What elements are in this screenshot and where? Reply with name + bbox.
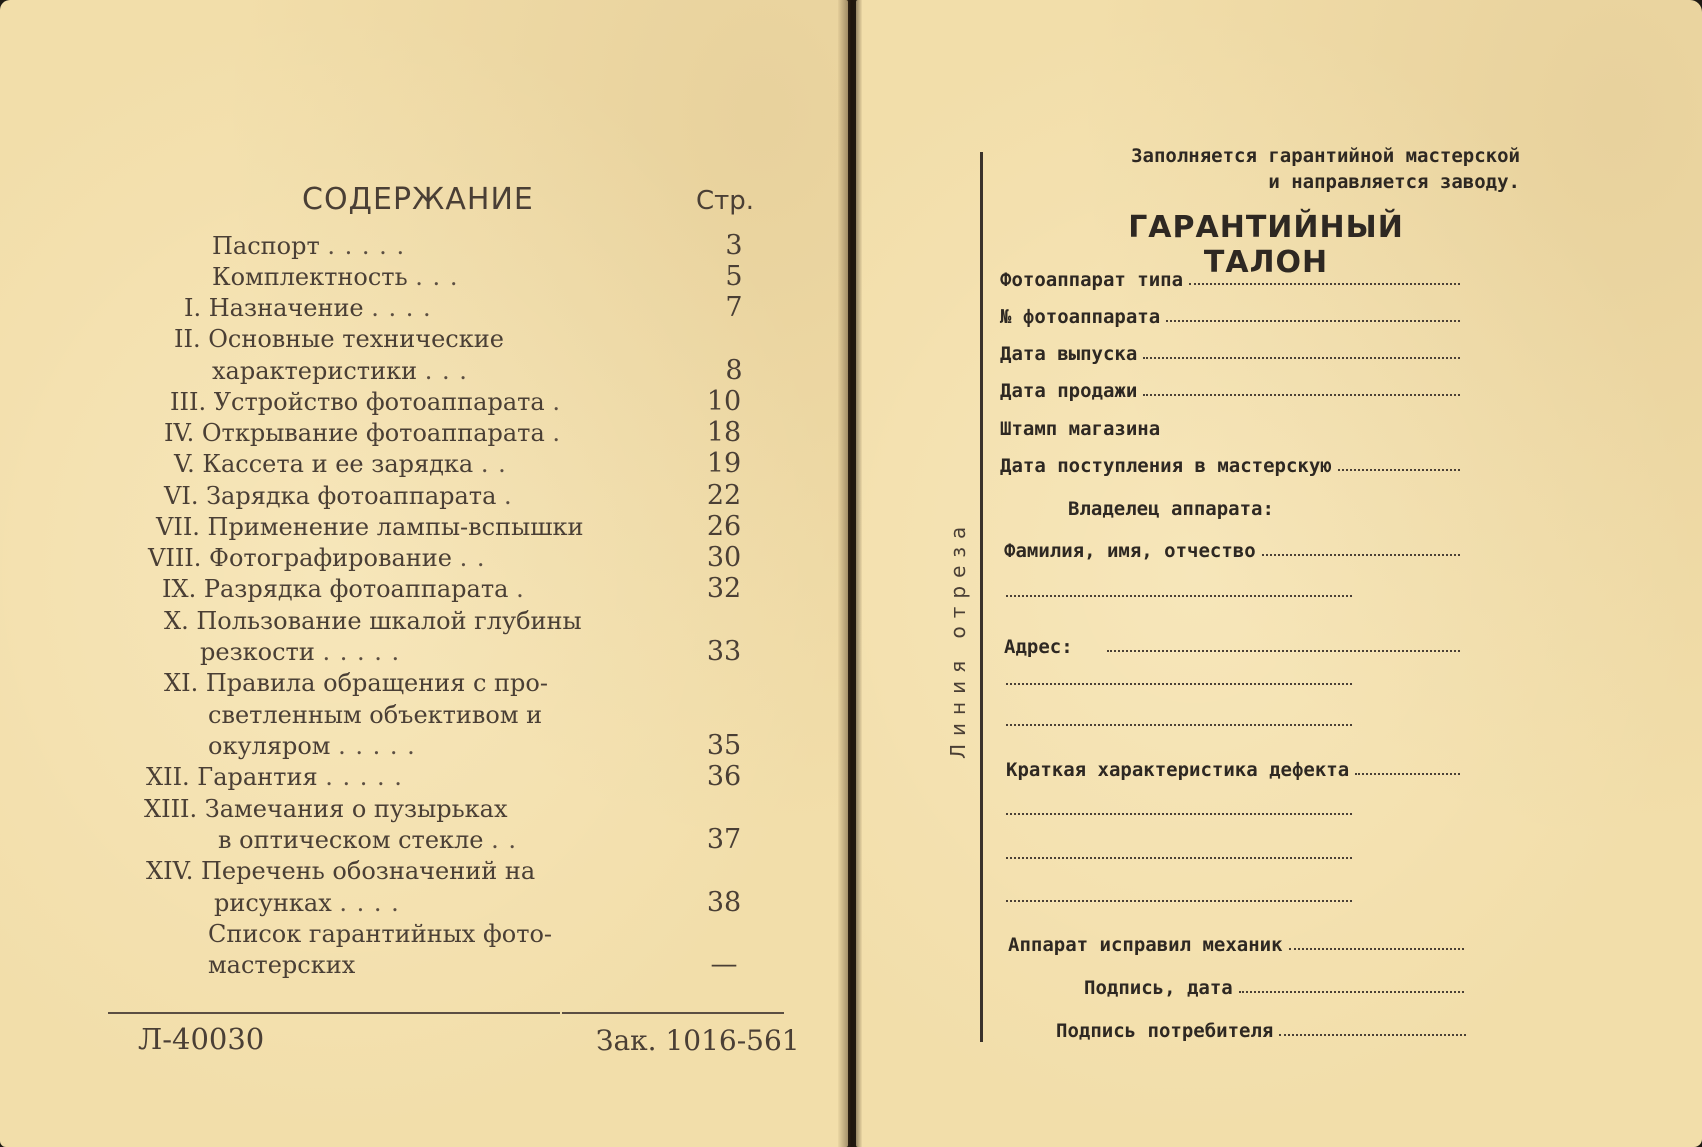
toc-page-number: 32 [706,573,742,604]
signature-date-field [1084,973,1464,999]
full-name-line [1262,554,1460,556]
toc-entry-leader: . . . . [339,889,400,917]
toc-title: СОДЕРЖАНИЕ [302,182,534,217]
camera-type-field [1000,265,1460,291]
toc-entry [156,512,584,542]
toc-entry-text: светленным объективом и [208,701,543,729]
toc-page-number: 8 [725,355,743,386]
address-field [1004,632,1460,658]
toc-entry-text: Паспорт [212,232,320,260]
sale-date-line [1143,394,1460,396]
coupon-note-line-2: и направляется заводу. [1268,171,1520,193]
toc-entry [212,231,405,261]
toc-entry-leader: . . . [415,263,459,291]
toc-entry-leader: . . . [424,357,468,385]
toc-entry [164,668,548,698]
toc-entry-leader: . [504,482,513,510]
sale-date-field [1000,376,1460,402]
toc-entry-text: VIII. Фотографирование [148,544,452,572]
toc-entry [218,825,517,855]
toc-entry-text: рисунках [214,889,332,917]
defect-field [1006,755,1460,781]
sale-date-label: Дата продажи [1000,380,1138,402]
toc-entry [162,574,525,604]
toc-entry [212,262,458,292]
toc-entry [174,449,507,479]
toc-entry-text: I. Назначение [184,294,364,322]
book-gutter [838,0,862,1147]
toc-entry-text: X. Пользование шкалой глубины [164,607,582,635]
release-date-line [1143,357,1460,359]
toc-entry-leader: . . . . . [322,638,401,666]
toc-entry [214,888,400,918]
toc-entry [164,481,513,511]
footer-rule [562,1012,784,1014]
release-date-field [1000,339,1460,365]
repaired-by-line [1289,948,1464,950]
toc-page-number: 19 [706,448,742,479]
toc-entry [146,856,535,886]
toc-entry-text: XIII. Замечания о пузырьках [144,795,508,823]
toc-entry [164,418,561,448]
consumer-signature-line [1279,1034,1466,1036]
toc-entry [174,324,504,354]
toc-entry-text: характеристики [212,357,418,385]
toc-page-number: — [710,949,738,980]
toc-entry-text: V. Кассета и ее зарядка [174,450,474,478]
toc-entry-leader: . [552,419,562,447]
toc-entry [164,606,582,636]
repaired-by-field [1008,930,1464,956]
coupon-title: ГАРАНТИЙНЫЙ ТАЛОН [1128,210,1404,280]
toc-page-number: 36 [706,761,742,792]
signature-date-label: Подпись, дата [1084,977,1233,999]
toc-entry-text: VI. Зарядка фотоаппарата [164,482,497,510]
toc-entry [212,356,468,386]
toc-entry [208,731,416,761]
toc-entry [170,387,561,417]
left-page [0,0,848,1147]
camera-type-label: Фотоаппарат типа [1000,269,1184,291]
toc-entry [200,637,400,667]
full-name-field [1004,536,1460,562]
toc-page-number: 7 [725,292,743,323]
toc-entry-leader: . . [480,450,507,478]
toc-entry-text: III. Устройство фотоаппарата [170,388,545,416]
full-name-label: Фамилия, имя, отчество [1004,540,1256,562]
coupon-note-line-1: Заполняется гарантийной мастерской [1131,145,1520,167]
toc-entry-text: Список гарантийных фото- [208,920,553,948]
toc-entry [146,762,403,792]
address-line [1107,650,1460,652]
toc-entry-leader: . . . . . [327,232,406,260]
release-date-label: Дата выпуска [1000,343,1138,365]
toc-entry-leader: . . . . . [338,732,416,760]
toc-entry [208,700,542,730]
toc-entry-text: II. Основные технические [174,325,504,353]
toc-page-number: 33 [706,636,742,667]
toc-page-header: Стр. [696,186,755,216]
toc-entry-leader: . . [491,826,518,854]
defect-line [1355,773,1460,775]
footer-code: Л-40030 [138,1022,265,1056]
toc-page-number: 3 [725,230,743,261]
address-label: Адрес: [1004,636,1073,658]
toc-entry-text: IV. Открывание фотоаппарата [164,419,545,447]
toc-page-number: 38 [706,887,742,918]
toc-entry-leader: . . [459,544,486,572]
toc-page-number: 5 [725,261,743,292]
toc-entry-text: мастерских [208,951,356,979]
camera-number-label: № фотоаппарата [1000,306,1161,328]
received-date-line [1338,469,1460,471]
camera-type-line [1189,283,1460,285]
address-extra-line [1006,683,1352,685]
cut-line-label: Линия отреза [946,518,970,760]
repaired-by-label: Аппарат исправил механик [1008,934,1283,956]
toc-entry-leader: . [552,388,561,416]
toc-entry-leader: . . . . . [325,763,403,791]
signature-date-line [1239,991,1464,993]
address-extra-line [1006,724,1352,726]
defect-extra-line [1006,813,1352,815]
toc-entry-text: IX. Разрядка фотоаппарата [162,575,509,603]
toc-page-number: 26 [706,511,742,542]
shop-stamp-label: Штамп магазина [1000,418,1161,440]
toc-page-number: 10 [706,386,742,417]
consumer-signature-field [1056,1016,1466,1042]
toc-entry-text: VII. Применение лампы-вспышки [156,513,584,541]
toc-page-number: 37 [706,824,742,855]
toc-page-number: 35 [706,730,742,761]
camera-number-field [1000,302,1460,328]
toc-entry-text: XII. Гарантия [146,763,318,791]
cut-line [980,152,983,1042]
toc-entry-text: в оптическом стекле [218,826,484,854]
toc-entry [144,794,508,824]
toc-entry [148,543,486,573]
consumer-signature-label: Подпись потребителя [1056,1020,1274,1042]
shop-stamp-field [1000,414,1460,440]
toc-entry-leader: . [516,575,525,603]
right-page [856,0,1702,1147]
toc-page-number: 18 [706,417,742,448]
toc-entry-leader: . . . . [371,294,432,322]
toc-entry-text: Комплектность [212,263,408,291]
toc-entry [208,950,355,980]
toc-page-number: 22 [706,480,742,511]
received-date-field [1000,451,1460,477]
full-name-extra-line [1006,595,1352,597]
defect-label: Краткая характеристика дефекта [1006,759,1350,781]
camera-number-line [1166,320,1460,322]
owner-heading: Владелец аппарата: [1068,498,1274,520]
footer-rule [108,1012,560,1014]
toc-entry-text: XIV. Перечень обозначений на [146,857,536,885]
toc-entry-text: окуляром [208,732,331,760]
received-date-label: Дата поступления в мастерскую [1000,455,1332,477]
footer-order-number: Зак. 1016-561 [596,1024,800,1057]
toc-entry [184,293,432,323]
toc-entry [208,919,552,949]
toc-page-number: 30 [706,542,742,573]
toc-entry-text: XI. Правила обращения с про- [164,669,548,697]
defect-extra-line [1006,857,1352,859]
defect-extra-line [1006,900,1352,902]
toc-entry-text: резкости [200,638,315,666]
